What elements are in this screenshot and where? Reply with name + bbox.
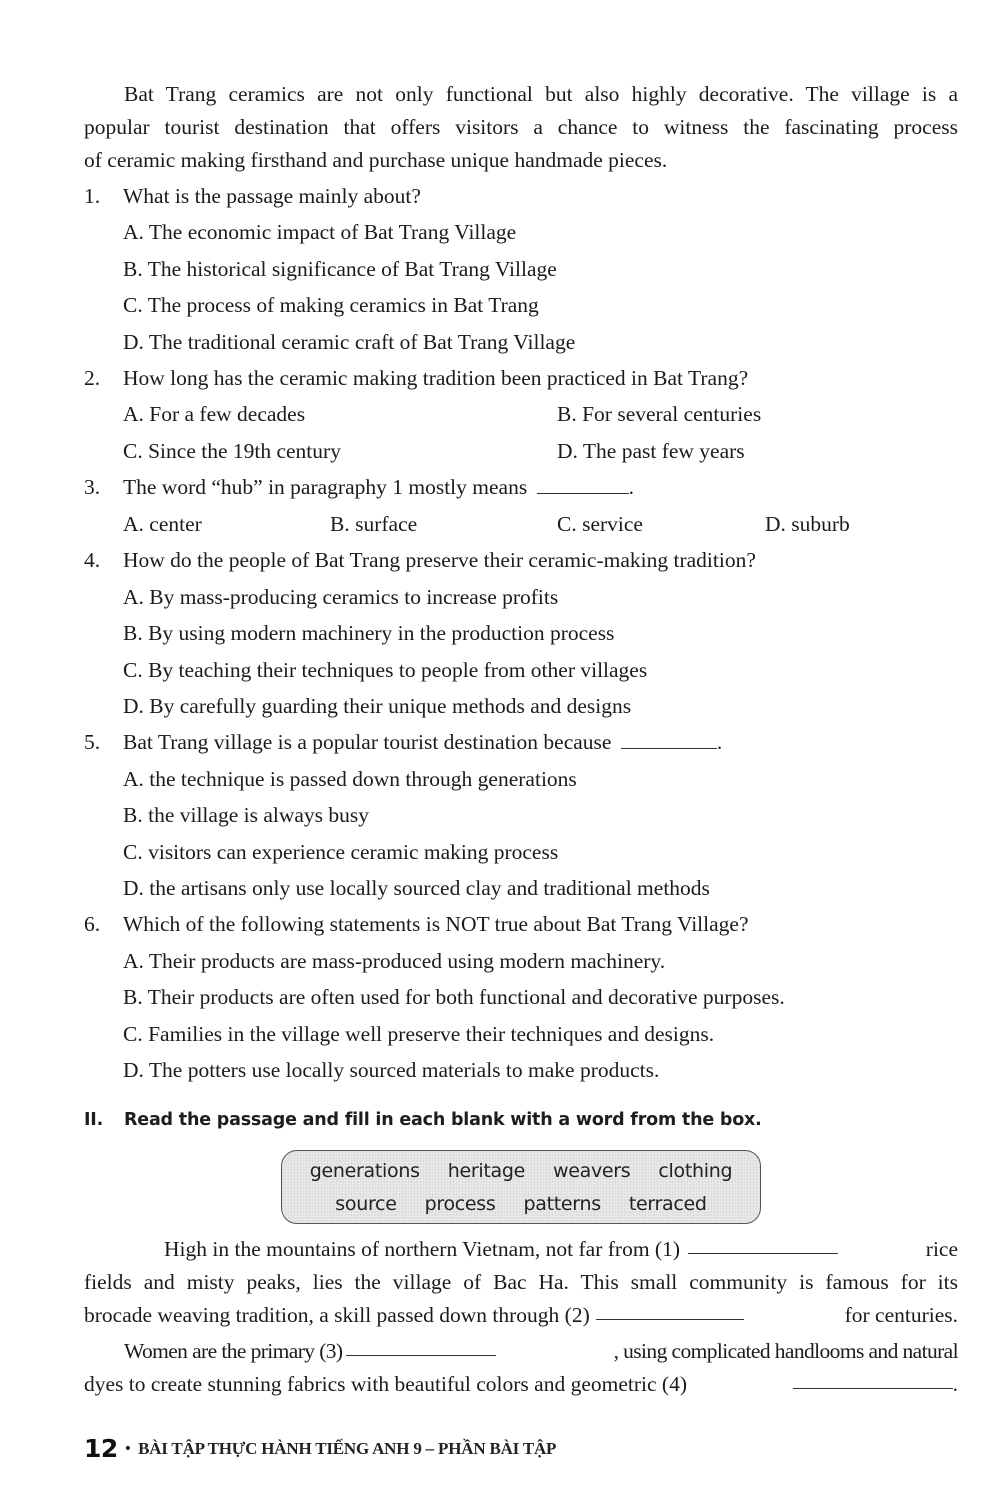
question-text: How do the people of Bat Trang preserve their ceramic-making tradition? — [123, 548, 756, 572]
book-title: BÀI TẬP THỰC HÀNH TIẾNG ANH 9 – PHẦN BÀI TẬP — [138, 1438, 557, 1458]
answer-blank[interactable] — [537, 478, 629, 494]
page-footer — [84, 1434, 556, 1463]
paragraph-line — [84, 1233, 958, 1266]
option-a[interactable]: A. the technique is passed down through generations — [123, 767, 577, 791]
passage-text: High in the mountains of northern Vietnam, not far from (1) — [164, 1237, 680, 1261]
word-option: terraced — [628, 1193, 707, 1215]
question-text: The word “hub” in paragraphy 1 mostly means — [123, 475, 528, 499]
passage-text: rice — [925, 1237, 958, 1261]
option-b[interactable]: B. the village is always busy — [123, 803, 370, 827]
paragraph-line: popular tourist destination that offers visitors a chance to witness the fascinating process — [84, 115, 958, 139]
passage-paragraph-1 — [84, 1233, 958, 1332]
option-a[interactable]: A. center — [123, 512, 202, 536]
bullet-icon: • — [123, 1440, 133, 1457]
option-b[interactable]: B. The historical significance of Bat Trang Village — [123, 257, 557, 281]
option-b[interactable]: B. For several centuries — [557, 402, 762, 426]
question-number: 2. — [84, 366, 101, 390]
option-a[interactable]: A. Their products are mass-produced using modern machinery. — [123, 949, 666, 973]
word-option: source — [335, 1193, 397, 1215]
word-option: generations — [309, 1160, 420, 1182]
paragraph-line: fields and misty peaks, lies the village of Bac Ha. This small community is famous for its — [84, 1270, 958, 1294]
option-c[interactable]: C. service — [557, 512, 643, 536]
word-option: process — [424, 1193, 496, 1215]
option-a[interactable]: A. The economic impact of Bat Trang Village — [123, 220, 517, 244]
question-number: 1. — [84, 184, 101, 208]
option-b[interactable]: B. surface — [330, 512, 418, 536]
paragraph-line — [84, 1299, 958, 1332]
option-c[interactable]: C. By teaching their techniques to people from other villages — [123, 658, 648, 682]
question-text: How long has the ceramic making tradition been practiced in Bat Trang? — [123, 366, 749, 390]
paragraph-line: of ceramic making firsthand and purchase unique handmade pieces. — [84, 148, 668, 172]
word-option: weavers — [552, 1160, 631, 1182]
blank-1[interactable] — [688, 1233, 838, 1254]
answer-blank[interactable] — [621, 733, 717, 749]
question-text: Which of the following statements is NOT true about Bat Trang Village? — [123, 912, 749, 936]
paragraph-line: Bat Trang ceramics are not only functional but also highly decorative. The village is a — [124, 82, 958, 106]
word-box-row — [282, 1160, 760, 1182]
option-d[interactable]: D. the artisans only use locally sourced clay and traditional methods — [123, 876, 710, 900]
passage-text: Women are the primary (3) — [124, 1339, 343, 1363]
word-option: heritage — [447, 1160, 525, 1182]
passage-text: dyes to create stunning fabrics with beautiful colors and geometric (4) — [84, 1372, 687, 1396]
word-box — [281, 1150, 761, 1224]
option-c[interactable]: C. visitors can experience ceramic making process — [123, 840, 559, 864]
intro-paragraph — [84, 78, 958, 177]
question-text: Bat Trang village is a popular tourist destination because — [123, 730, 612, 754]
blank-3[interactable] — [346, 1335, 496, 1356]
option-b[interactable]: B. Their products are often used for both functional and decorative purposes. — [123, 985, 785, 1009]
passage-text: for centuries. — [844, 1303, 958, 1327]
section-number: II. — [84, 1110, 104, 1130]
passage-paragraph-2 — [84, 1335, 958, 1401]
question-text-wrapper — [123, 477, 634, 499]
passage-text: brocade weaving tradition, a skill passed down through (2) — [84, 1303, 590, 1327]
section-instruction: Read the passage and fill in each blank with a word from the box. — [124, 1110, 762, 1130]
paragraph-line — [84, 1368, 958, 1401]
paragraph-line — [84, 1335, 958, 1368]
option-d[interactable]: D. The potters use locally sourced materials to make products. — [123, 1058, 660, 1082]
option-d[interactable]: D. suburb — [765, 512, 850, 536]
blank-2[interactable] — [596, 1299, 744, 1320]
blank-4[interactable] — [793, 1368, 953, 1389]
option-d[interactable]: D. By carefully guarding their unique methods and designs — [123, 694, 632, 718]
question-number: 4. — [84, 548, 101, 572]
passage-text: . — [952, 1372, 958, 1396]
question-number: 6. — [84, 912, 101, 936]
word-option: clothing — [658, 1160, 733, 1182]
question-text-wrapper — [123, 732, 722, 754]
word-option: patterns — [523, 1193, 601, 1215]
option-c[interactable]: C. The process of making ceramics in Bat Trang — [123, 293, 539, 317]
section-heading — [84, 1110, 762, 1130]
question-number: 3. — [84, 475, 101, 499]
option-b[interactable]: B. By using modern machinery in the production process — [123, 621, 615, 645]
option-a[interactable]: A. By mass-producing ceramics to increase profits — [123, 585, 559, 609]
option-a[interactable]: A. For a few decades — [123, 402, 306, 426]
option-c[interactable]: C. Families in the village well preserve their techniques and designs. — [123, 1022, 715, 1046]
option-d[interactable]: D. The past few years — [557, 439, 745, 463]
page-number: 12 — [84, 1434, 118, 1463]
option-c[interactable]: C. Since the 19th century — [123, 439, 341, 463]
word-box-row — [282, 1193, 760, 1215]
question-text: What is the passage mainly about? — [123, 184, 421, 208]
option-d[interactable]: D. The traditional ceramic craft of Bat Trang Village — [123, 330, 576, 354]
question-number: 5. — [84, 730, 101, 754]
passage-text: , using complicated handlooms and natural — [613, 1339, 958, 1363]
question-end: . — [716, 730, 723, 754]
question-end: . — [628, 475, 634, 499]
